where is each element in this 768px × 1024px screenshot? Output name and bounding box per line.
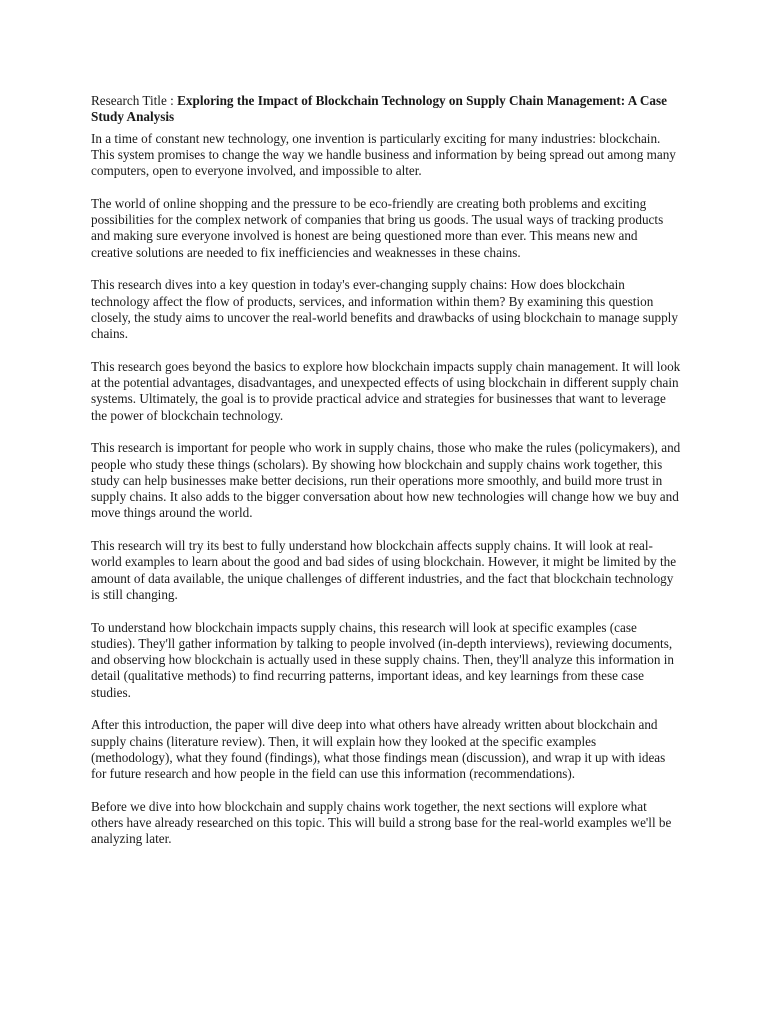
research-title-label: Research Title : [91, 93, 174, 108]
research-title-text: Exploring the Impact of Blockchain Technology on Supply Chain Management: A Case Study Analysis [91, 93, 667, 125]
paragraph-structure: After this introduction, the paper will dive deep into what others have already written about blockchain and supply chains (literature review). Then, it will explain how they looked at the specific examples (methodology), what they found (findings), what those findings mean (discussion), and wrap it up with ideas for future research and how people in the field can use this information (recommendations). [91, 717, 666, 782]
document-page [91, 93, 681, 864]
paragraph-intro: In a time of constant new technology, one invention is particularly exciting for many industries: blockchain. This system promises to change the way we handle business and information by being spread out among many computers, open to everyone involved, and impossible to alter. [91, 130, 676, 179]
paragraph-context: The world of online shopping and the pressure to be eco-friendly are creating both problems and exciting possibilities for the complex network of companies that bring us goods. The usual ways of tracking products and making sure everyone involved is honest are being questioned more than ever. This means new and creative solutions are needed to fix inefficiencies and weaknesses in these chains. [91, 195, 664, 260]
paragraph-methodology: To understand how blockchain impacts supply chains, this research will look at specific examples (case studies). They'll gather information by talking to people involved (in-depth interviews), reviewing documents, and observing how blockchain is actually used in these supply chains. Then, they'll analyze this information in detail (qualitative methods) to find recurring patterns, important ideas, and key learnings from these case studies. [91, 619, 674, 700]
research-title [91, 93, 681, 126]
paragraph-research-question: This research dives into a key question in today's ever-changing supply chains: How does blockchain technology affect the flow of products, services, and information within them? By examining this question closely, the study aims to uncover the real-world benefits and drawbacks of using blockchain to manage supply chains. [91, 277, 678, 342]
paragraph-limitations: This research will try its best to fully understand how blockchain affects supply chains. It will look at real-world examples to learn about the good and bad sides of using blockchain. However, it might be limited by the amount of data available, the unique challenges of different industries, and the fact that blockchain technology is still changing. [91, 538, 677, 602]
paragraph-transition: Before we dive into how blockchain and supply chains work together, the next sections will explore what others have already researched on this topic. This will build a strong base for the real-world examples we'll be analyzing later. [91, 798, 672, 847]
paragraph-scope: This research goes beyond the basics to explore how blockchain impacts supply chain management. It will look at the potential advantages, disadvantages, and unexpected effects of using blockchain in different supply chain systems. Ultimately, the goal is to provide practical advice and strategies for businesses that want to leverage the power of blockchain technology. [91, 358, 681, 423]
paragraph-significance: This research is important for people who work in supply chains, those who make the rules (policymakers), and people who study these things (scholars). By showing how blockchain and supply chains work together, this study can help businesses make better decisions, run their operations more smoothly, and build more trust in supply chains. It also adds to the bigger conversation about how new technologies will change how we buy and move things around the world. [91, 440, 681, 521]
